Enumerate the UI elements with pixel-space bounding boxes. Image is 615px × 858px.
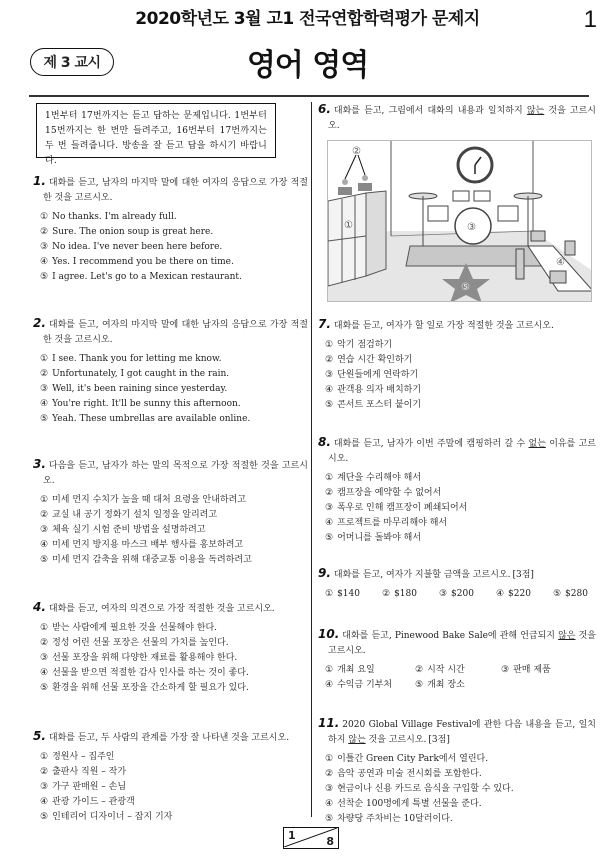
option-1[interactable]: ① No thanks. I'm already full. [40,212,177,222]
option-3[interactable]: ③ Well, it's been raining since yesterday. [40,384,228,394]
emphasis-underline: 않은 [558,631,576,641]
option-4[interactable]: ④ 수익금 기부처 [325,680,393,690]
option-3[interactable]: ③ 단원들에게 연락하기 [325,370,419,380]
question-3 [33,457,308,568]
question-2 [33,316,308,427]
page-indicator [283,827,339,849]
option-list [33,493,308,568]
locker-icon [328,191,386,286]
option-1[interactable]: ① 악기 점검하기 [325,340,393,350]
question-9 [318,566,596,602]
question-number: 1. [33,174,46,188]
question-stem: 대화를 듣고, 여자의 의견으로 가장 적절한 것을 고르시오. [48,604,275,614]
option-4[interactable]: ④ 관객용 의자 배치하기 [325,385,422,395]
option-4[interactable]: ④ Yes. I recommend you be there on time. [40,257,234,267]
option-3[interactable]: ③ $200 [438,589,474,599]
question-stem: 대화를 듣고, 여자의 마지막 말에 대한 남자의 응답으로 가장 적절한 것을 고르시오. [43,320,308,345]
option-5[interactable]: ⑤ Yeah. These umbrellas are available online. [40,414,251,424]
svg-text:④: ④ [556,257,565,268]
session-badge: 제 3 교시 [30,48,114,76]
option-2[interactable]: ② 음악 공연과 미술 전시회를 포함한다. [325,769,482,779]
option-2[interactable]: ② 정성 어린 선물 포장은 선물의 가치를 높인다. [40,638,229,648]
option-2[interactable]: ② Sure. The onion soup is great here. [40,227,214,237]
option-list [318,587,596,602]
option-1[interactable]: ① 받는 사람에게 필요한 것을 선물해야 한다. [40,623,218,633]
svg-text:⑤: ⑤ [461,282,470,293]
option-3[interactable]: ③ 판매 제품 [501,665,551,675]
question-stem: 대화를 듣고, 여자가 할 일로 가장 적절한 것을 고르시오. [333,321,554,331]
option-5[interactable]: ⑤ $280 [552,589,588,599]
question-1 [33,174,308,285]
subject-title: 영어 영역 [246,48,369,83]
column-divider [311,102,312,817]
band-room-drawing [328,141,592,302]
svg-text:①: ① [344,220,353,231]
option-3[interactable]: ③ 현금이나 신용 카드로 음식을 구입할 수 있다. [325,784,514,794]
question-number: 7. [318,317,331,331]
question-number: 3. [33,457,46,471]
option-list [318,752,596,827]
option-5[interactable]: ⑤ 어머니를 돌봐야 해서 [325,533,422,543]
total-pages: 8 [326,835,334,848]
question-number: 4. [33,600,46,614]
option-3[interactable]: ③ 선물 포장을 위해 다양한 재료를 활용해야 한다. [40,653,238,663]
option-1[interactable]: ① 이틀간 Green City Park에서 열린다. [325,754,489,764]
option-1[interactable]: ① 계단을 수리해야 해서 [325,473,422,483]
page-number: 1 [583,6,597,33]
option-1[interactable]: ① 미세 먼지 수치가 높을 때 대처 요령을 안내하려고 [40,495,246,505]
option-3[interactable]: ③ 가구 판매원 – 손님 [40,782,127,792]
option-2[interactable]: ② 연습 시간 확인하기 [325,355,413,365]
question-number: 5. [33,729,46,743]
question-number: 10. [318,627,340,641]
option-4[interactable]: ④ 미세 먼지 방지용 마스크 배부 행사를 홍보하려고 [40,540,244,550]
option-1[interactable]: ① $140 [325,589,360,599]
option-3[interactable]: ③ 폭우로 인해 캠프장이 폐쇄되어서 [325,503,468,513]
question-number: 9. [318,566,331,580]
option-5[interactable]: ⑤ 인테리어 디자이너 – 잡지 기자 [40,812,173,822]
option-5[interactable]: ⑤ 개최 장소 [415,680,465,690]
question-6: 6. 대화를 듣고, 그림에서 대화의 내용과 일치하지 않는 것을 고르시오. [318,102,596,131]
option-1[interactable]: ① I see. Thank you for letting me know. [40,354,222,364]
option-list [33,352,308,427]
option-2[interactable]: ② 캠프장을 예약할 수 없어서 [325,488,442,498]
question-8: 8. 대화를 듣고, 남자가 이번 주말에 캠핑하러 갈 수 없는 이유를 고르시오. ① 계단을 수리해야 해서 ② 캠프장을 예약할 수 없어서 ③ 폭우로 인해 캠프장이 폐쇄되어서 ④ 프로젝트를 마무리해야 해서 ⑤ 어머니를 돌봐야 해서 [318,435,596,546]
question-7 [318,317,596,413]
points-label: [3점] [428,735,450,745]
listening-notice: 1번부터 17번까지는 듣고 답하는 문제입니다. 1번부터 15번까지는 한 번만 들려주고, 16번부터 17번까지는 두 번 들려줍니다. 방송을 잘 듣고 답을 하시기 바랍니다. [36,103,276,158]
option-4[interactable]: ④ $220 [495,589,531,599]
header-divider [29,95,589,97]
option-2[interactable]: ② $180 [381,589,417,599]
option-4[interactable]: ④ 선물을 받으면 적절한 감사 인사를 하는 것이 좋다. [40,668,249,678]
option-2[interactable]: ② Unfortunately, I got caught in the rain. [40,369,230,379]
question-stem: 대화를 듣고, 남자의 마지막 말에 대한 여자의 응답으로 가장 적절한 것을 고르시오. [43,178,308,203]
option-3[interactable]: ③ 체육 실기 시험 준비 방법을 설명하려고 [40,525,206,535]
question-stem: 다음을 듣고, 남자가 하는 말의 목적으로 가장 적절한 것을 고르시오. [43,461,308,486]
exam-title: 2020학년도 3월 고1 전국연합학력평가 문제지 [135,9,480,29]
option-list [33,210,308,285]
current-page: 1 [288,829,296,842]
option-1[interactable]: ① 개최 요일 [325,665,375,675]
option-list [318,663,596,693]
option-5[interactable]: ⑤ 미세 먼지 감축을 위해 대중교통 이용을 독려하려고 [40,555,252,565]
band-room-illustration [327,140,592,302]
option-5[interactable]: ⑤ 환경을 위해 선물 포장을 간소하게 할 필요가 있다. [40,683,249,693]
question-5 [33,729,308,825]
option-2[interactable]: ② 교실 내 공기 정화기 설치 일정을 알리려고 [40,510,218,520]
question-11: 11. 2020 Global Village Festival에 관한 다음 내용을 듣고, 일치하지 않는 것을 고르시오. [3점] ① 이틀간 Green City Park에서 열린다. ② 음악 공연과 미술 전시회를 포함한다. ③ 현금이나 신용 카드로 음식을 구입할 수 있다. ④ 선착순 100명에게 특별 선물을 준다. ⑤ 차량당 주차비는 10달러이다. [318,716,596,827]
question-10: 10. 대화를 듣고, Pinewood Bake Sale에 관해 언급되지 않은 것을 고르시오. ① 개최 요일 ② 시작 시간 ③ 판매 제품 ④ 수익금 기부처 ⑤ 개최 장소 [318,627,596,693]
question-4 [33,600,308,696]
option-list [318,338,596,413]
question-number: 11. [318,716,340,730]
option-list [33,621,308,696]
option-5[interactable]: ⑤ I agree. Let's go to a Mexican restaurant. [40,272,242,282]
question-stem: 대화를 듣고, 여자가 지불할 금액을 고르시오. [333,570,511,580]
option-list [33,750,308,825]
question-stem: 대화를 듣고, 두 사람의 관계를 가장 잘 나타낸 것을 고르시오. [48,733,290,743]
question-number: 6. [318,102,331,116]
emphasis-underline: 않는 [526,106,545,116]
option-2[interactable]: ② 시작 시간 [415,665,465,675]
points-label: [3점] [512,570,534,580]
option-4[interactable]: ④ 프로젝트를 마무리해야 해서 [325,518,448,528]
emphasis-underline: 않는 [348,735,366,745]
option-4[interactable]: ④ 관광 가이드 – 관광객 [40,797,135,807]
option-5[interactable]: ⑤ 콘서트 포스터 붙이기 [325,400,422,410]
svg-text:②: ② [352,146,361,157]
option-2[interactable]: ② 출판사 직원 – 작가 [40,767,127,777]
option-5[interactable]: ⑤ 차량당 주차비는 10달러이다. [325,814,453,824]
option-list [318,471,596,546]
option-4[interactable]: ④ You're right. It'll be sunny this afternoon. [40,399,241,409]
question-number: 2. [33,316,46,330]
emphasis-underline: 없는 [528,439,546,449]
option-4[interactable]: ④ 선착순 100명에게 특별 선물을 준다. [325,799,482,809]
wall-clock-icon [458,148,492,182]
svg-text:③: ③ [467,222,476,233]
question-number: 8. [318,435,331,449]
option-1[interactable]: ① 정원사 – 집주인 [40,752,115,762]
option-3[interactable]: ③ No idea. I've never been here before. [40,242,223,252]
